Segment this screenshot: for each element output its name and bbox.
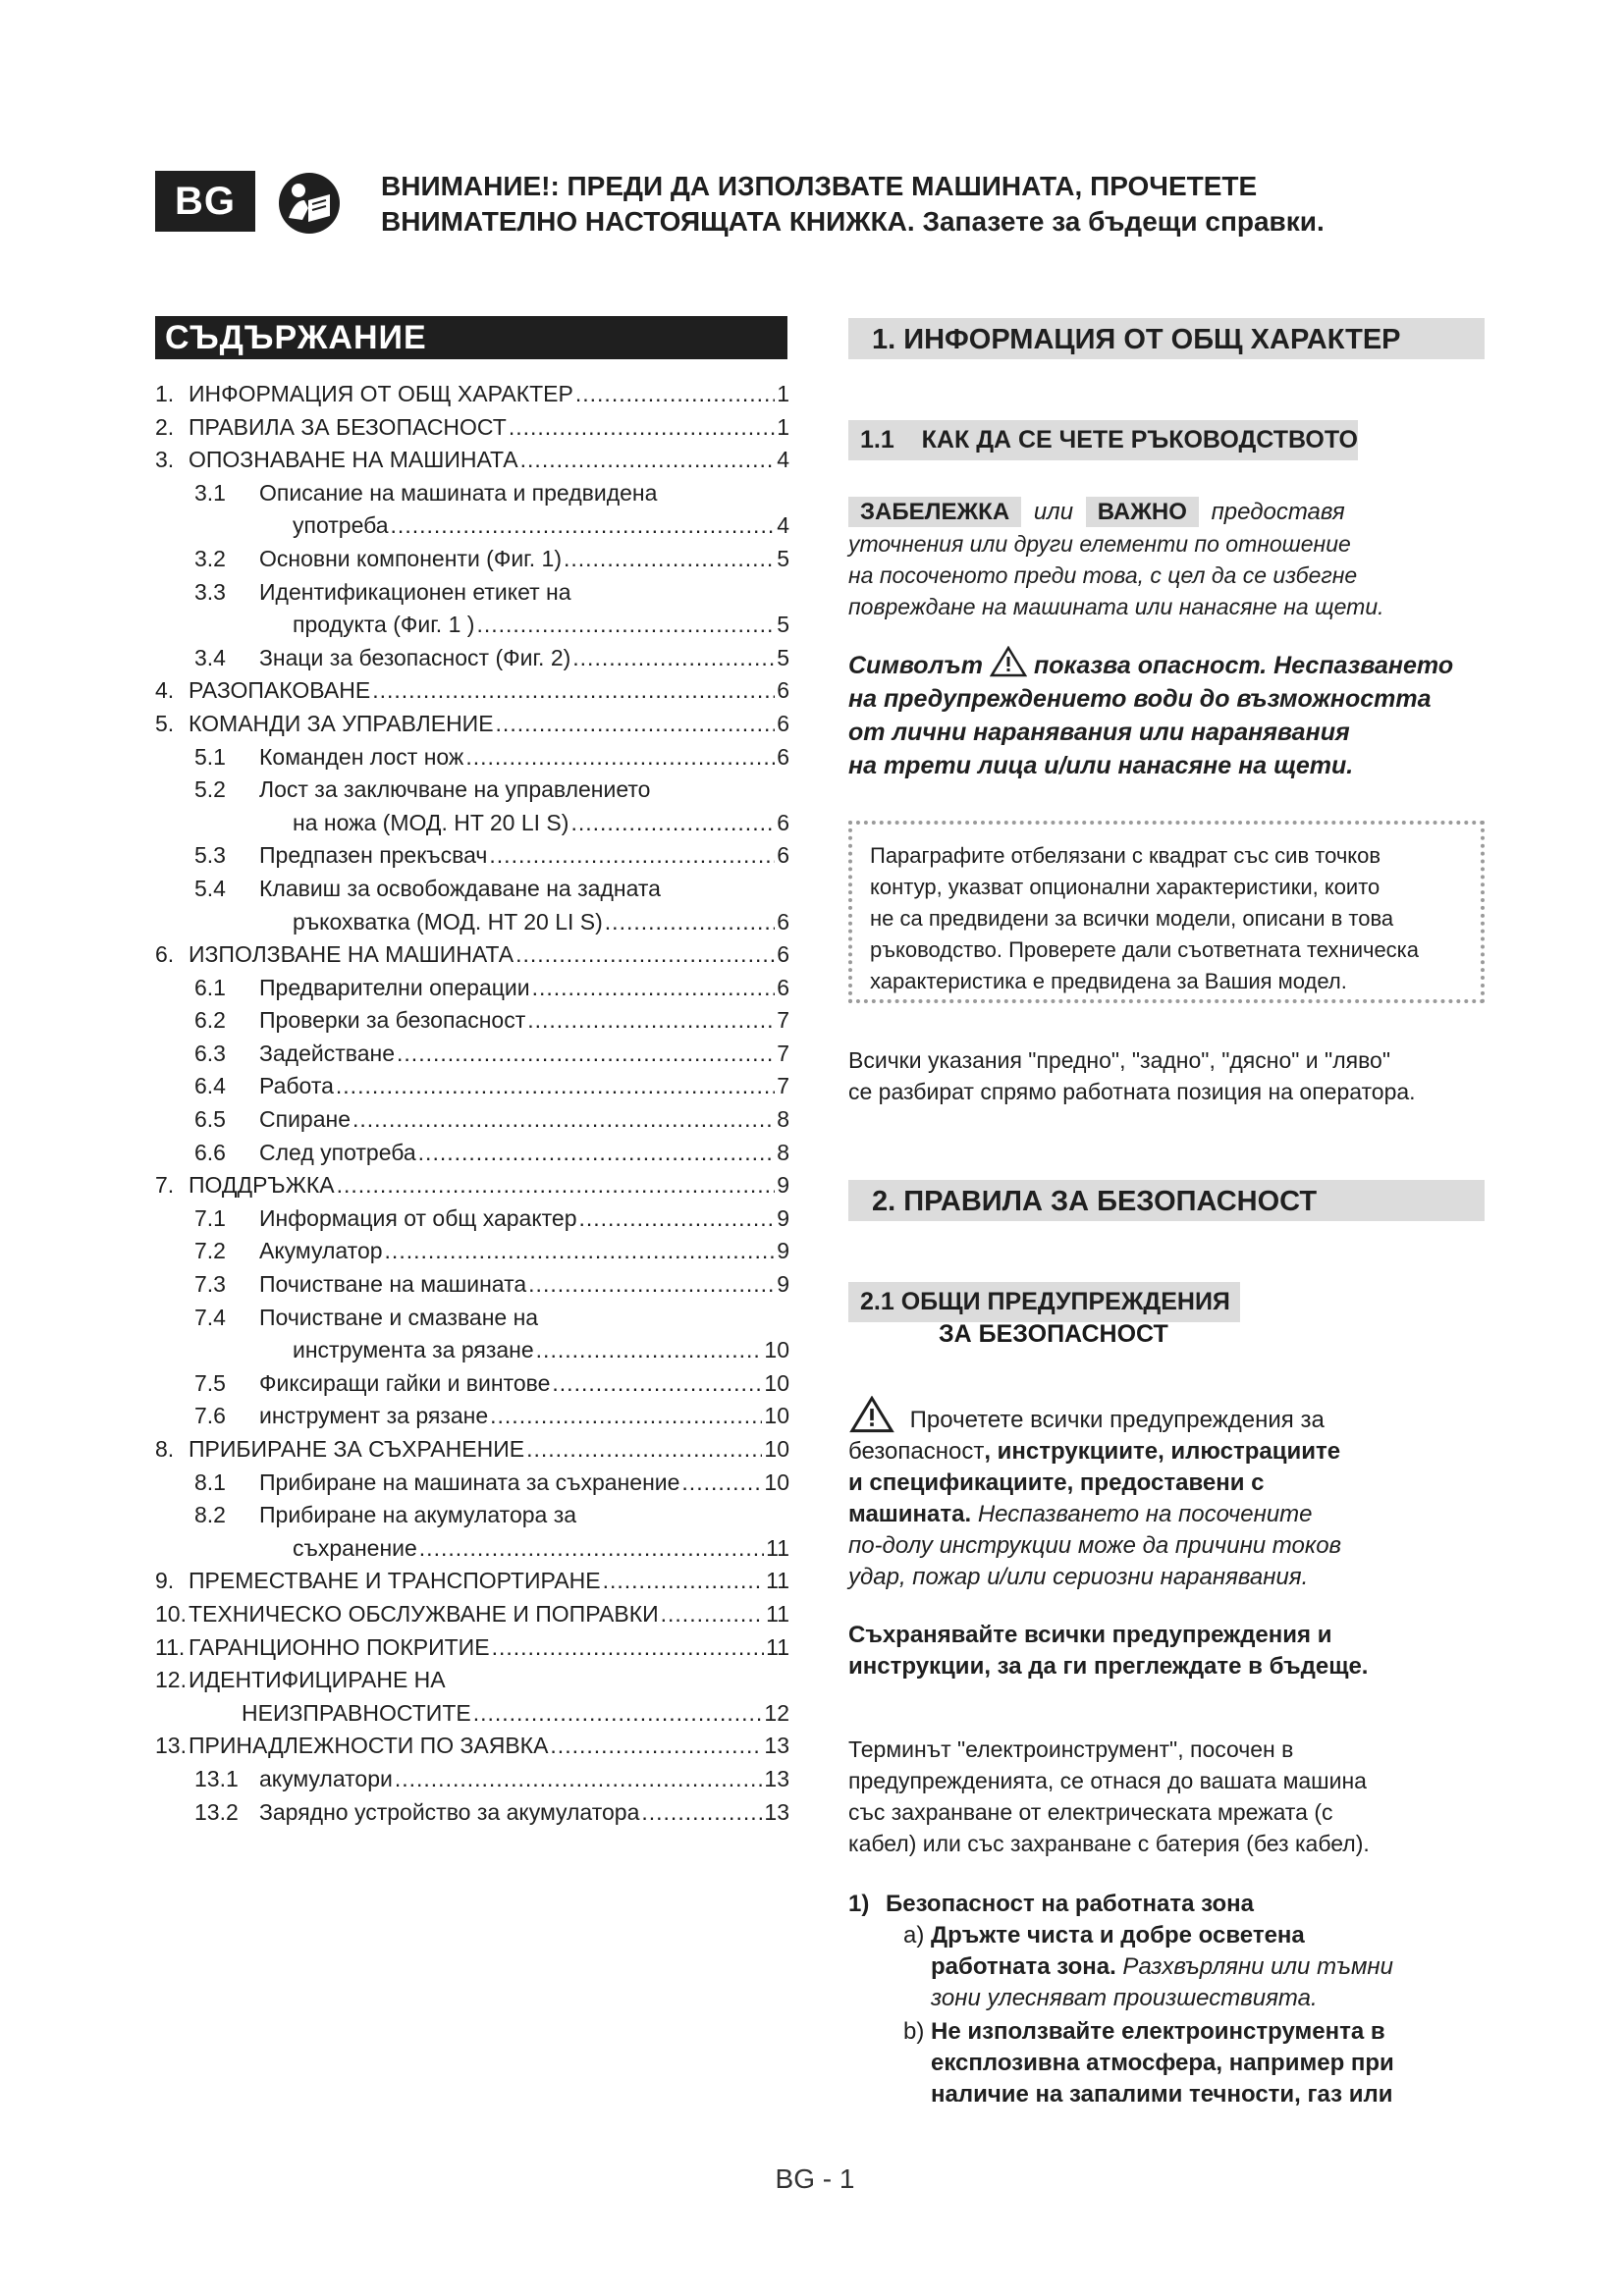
toc-entry-number: 4. <box>155 677 175 704</box>
toc-entry-page: 13 <box>764 1798 789 1825</box>
note-line-3: на посоченото преди това, с цел да се избегне <box>848 562 1358 588</box>
warn-line-4-bold: машината. <box>848 1501 972 1527</box>
toc-entry-number: 5.1 <box>194 743 226 770</box>
toc-entry <box>155 579 789 613</box>
toc-entry-label: ГАРАНЦИОННО ПОКРИТИЕ <box>189 1633 490 1660</box>
toc-entry-number: 7.3 <box>194 1271 226 1298</box>
item-b-line-1: Не използвайте електроинструмента в <box>931 2018 1385 2045</box>
toc-entry-leader <box>552 1370 762 1397</box>
toc-entry <box>155 975 789 1008</box>
item-1-title: Безопасност на работната зона <box>886 1891 1254 1917</box>
directions-line-2: се разбират спрямо работната позиция на оператора. <box>848 1079 1416 1104</box>
toc-entry-label: Знаци за безопасност (Фиг. 2) <box>259 644 571 670</box>
symbol-line-2: на предупреждението води до възможността <box>848 685 1432 713</box>
toc-entry-leader <box>520 447 776 473</box>
keep-instructions-paragraph <box>848 1620 1485 1682</box>
toc-entry-leader <box>419 1535 764 1562</box>
toc-entry-label: Почистване и смазване на <box>259 1304 539 1330</box>
toc-entry-page: 10 <box>764 1436 789 1462</box>
warning-line-2: ВНИМАТЕЛНО НАСТОЯЩАТА КНИЖКА. Запазете за бъдещи справки. <box>381 206 1325 237</box>
toc-entry-label: Акумулатор <box>259 1238 383 1264</box>
toc-entry-number: 5.3 <box>194 842 226 869</box>
language-badge: BG <box>155 171 255 232</box>
toc-entry <box>155 1601 789 1634</box>
toc-entry-number: 6.6 <box>194 1139 226 1165</box>
toc-entry <box>155 1106 789 1140</box>
toc-entry-page: 11 <box>766 1600 789 1627</box>
toc-entry-leader <box>528 1271 775 1298</box>
toc-entry <box>155 1469 789 1503</box>
toc-entry-number: 3.3 <box>194 578 226 605</box>
toc-entry-page: 12 <box>764 1699 789 1726</box>
toc-entry-label: Прибиране на акумулатора за <box>259 1502 577 1528</box>
toc-entry-label: Информация от общ характер <box>259 1204 577 1231</box>
optional-features-box <box>848 821 1485 1003</box>
toc-entry-label: Лост за заключване на управлението <box>259 776 651 803</box>
toc-entry <box>155 1073 789 1106</box>
toc-entry <box>155 1733 789 1766</box>
item-a-marker: a) <box>903 1922 925 1949</box>
item-b-marker: b) <box>903 2018 925 2045</box>
toc-entry-label: Описание на машината и предвидена <box>259 479 658 506</box>
toc-entry-leader <box>605 909 775 935</box>
toc-entry-leader <box>395 1766 763 1792</box>
read-manual-icon <box>275 171 344 236</box>
toc-entry-label: ПРИНАДЛЕЖНОСТИ ПО ЗАЯВКА <box>189 1733 549 1759</box>
term-line-3: със захранване от електрическата мрежата (с <box>848 1799 1333 1825</box>
toc-entry <box>155 711 789 744</box>
note-paragraph <box>848 497 1485 622</box>
directions-paragraph <box>848 1044 1485 1107</box>
toc-entry-number: 12. <box>155 1667 187 1693</box>
subsection-title-line-1: ОБЩИ ПРЕДУПРЕЖДЕНИЯ <box>900 1288 1230 1315</box>
toc-entry-leader <box>391 512 776 539</box>
toc-entry-label: продукта (Фиг. 1 ) <box>293 612 475 638</box>
toc-entry-label: инструмента за рязане <box>293 1337 534 1363</box>
toc-entry-label: Почистване на машината <box>259 1271 527 1298</box>
toc-entry-number: 7.1 <box>194 1204 226 1231</box>
item-a-line-3: зони улесняват произшествията. <box>931 1985 1318 2011</box>
toc-entry-label: Проверки за безопасност <box>259 1007 526 1034</box>
toc-entry-leader <box>572 645 775 671</box>
toc-entry-number: 5.4 <box>194 875 226 901</box>
note-after: предоставя <box>1211 499 1345 525</box>
subsection-number: 1.1 <box>860 426 894 454</box>
toc-entry <box>155 612 789 645</box>
note-label: ЗАБЕЛЕЖКА <box>848 497 1021 527</box>
toc-entry-page: 1 <box>777 381 789 406</box>
toc-entry-number: 6.3 <box>194 1040 226 1066</box>
toc-entry-number: 7. <box>155 1172 175 1199</box>
toc-entry-number: 13. <box>155 1733 187 1759</box>
toc-entry-leader <box>509 414 775 441</box>
toc-entry-number: 10. <box>155 1600 187 1627</box>
item-1-number: 1) <box>848 1891 870 1917</box>
toc-entry-page: 6 <box>777 842 789 869</box>
toc-entry-leader <box>603 1568 765 1594</box>
toc-entry-page: 7 <box>777 1040 789 1066</box>
toc-entry-leader <box>496 711 776 737</box>
toc-entry <box>155 1007 789 1041</box>
toc-entry-page: 4 <box>777 512 789 539</box>
toc-entry-leader <box>641 1799 762 1826</box>
toc-entry-leader <box>564 546 775 572</box>
toc-entry-label: Предварителни операции <box>259 974 530 1000</box>
toc-entry <box>155 1041 789 1074</box>
toc-entry <box>155 909 789 942</box>
toc-entry <box>155 1766 789 1799</box>
toc-entry-page: 10 <box>764 1369 789 1396</box>
toc-entry-number: 8. <box>155 1436 175 1462</box>
term-line-4: кабел) или със захранване с батерия (без кабел). <box>848 1831 1370 1856</box>
toc-entry-page: 8 <box>777 1139 789 1165</box>
toc-entry-leader <box>385 1238 776 1264</box>
toc-entry-number: 7.5 <box>194 1369 226 1396</box>
symbol-line-3: от лични наранявания или наранявания <box>848 719 1350 746</box>
toc-entry-number: 5. <box>155 710 175 736</box>
subsection-title: КАК ДА СЕ ЧЕТЕ РЪКОВОДСТВОТО <box>921 426 1358 454</box>
toc-entry-page: 8 <box>777 1106 789 1133</box>
toc-entry-page: 11 <box>766 1534 789 1561</box>
toc-entry-leader <box>575 381 775 407</box>
toc-entry-label: Команден лост нож <box>259 743 464 770</box>
box-line-1: Параграфите отбелязани с квадрат със сив точков <box>870 843 1381 868</box>
toc-entry-number: 8.1 <box>194 1468 226 1495</box>
toc-entry-page: 6 <box>777 677 789 704</box>
toc-entry <box>155 1502 789 1535</box>
warn-line-5: по-долу инструкции може да причини токов <box>848 1532 1342 1559</box>
section-2-heading: 2. ПРАВИЛА ЗА БЕЗОПАСНОСТ <box>848 1180 1485 1221</box>
toc-entry-page: 6 <box>777 809 789 835</box>
toc-entry <box>155 744 789 777</box>
toc-entry-label: Фиксиращи гайки и винтове <box>259 1369 551 1396</box>
toc-entry-page: 7 <box>777 1073 789 1099</box>
toc-entry <box>155 776 789 810</box>
toc-entry-page: 10 <box>764 1468 789 1495</box>
toc-entry-label: Основни компоненти (Фиг. 1) <box>259 545 562 571</box>
toc-entry-page: 5 <box>777 612 789 638</box>
toc-entry-label: ПРЕМЕСТВАНЕ И ТРАНСПОРТИРАНЕ <box>189 1568 601 1594</box>
toc-entry <box>155 941 789 975</box>
toc-entry-leader <box>536 1337 763 1363</box>
toc-entry <box>155 842 789 876</box>
toc-entry-number: 6.4 <box>194 1073 226 1099</box>
warn-line-4-ital: Неспазването на посочените <box>971 1501 1313 1527</box>
toc-entry <box>155 645 789 678</box>
subsection-1-1-heading <box>848 420 1485 460</box>
subsection-title-line-2: ЗА БЕЗОПАСНОСТ <box>939 1320 1168 1348</box>
toc-entry-leader <box>570 810 775 836</box>
box-line-4: ръководство. Проверете дали съответната техническа <box>870 937 1420 962</box>
toc-entry-label: Работа <box>259 1073 334 1099</box>
toc-entry-number: 7.6 <box>194 1403 226 1429</box>
toc-entry-number: 6.2 <box>194 1007 226 1034</box>
toc-entry-label: Клавиш за освобождаване на задната <box>259 875 661 901</box>
toc-entry-page: 5 <box>777 545 789 571</box>
toc-entry <box>155 1337 789 1370</box>
toc-entry-number: 11. <box>155 1633 186 1660</box>
toc-entry-label: РАЗОПАКОВАНЕ <box>189 677 371 704</box>
toc-entry <box>155 1305 789 1338</box>
toc-entry-label: НЕИЗПРАВНОСТИТЕ <box>242 1699 471 1726</box>
item-b-line-3: наличие на запалими течности, газ или <box>931 2081 1393 2108</box>
toc-entry <box>155 810 789 843</box>
toc-entry-label: ТЕХНИЧЕСКО ОБСЛУЖВАНЕ И ПОПРАВКИ <box>189 1600 659 1627</box>
toc-entry <box>155 1634 789 1668</box>
warn-line-2a: безопасност <box>848 1438 985 1465</box>
box-line-3: не са предвидени за всички модели, описани в това <box>870 906 1394 931</box>
toc-entry <box>155 1140 789 1173</box>
or-word: или <box>1033 499 1074 525</box>
toc-entry <box>155 876 789 909</box>
general-warning-paragraph <box>848 1396 1485 1593</box>
box-line-5: характеристика е предвидена за Вашия модел. <box>870 969 1347 993</box>
toc-entry-leader <box>372 677 775 704</box>
toc-entry <box>155 414 789 448</box>
toc-entry-page: 5 <box>777 644 789 670</box>
work-area-safety-list <box>848 1889 1485 2124</box>
toc-entry <box>155 1172 789 1205</box>
term-paragraph <box>848 1734 1485 1859</box>
toc-entry-page: 1 <box>777 413 789 440</box>
important-label: ВАЖНО <box>1086 497 1199 527</box>
toc-entry-leader <box>476 612 775 638</box>
toc-entry-page: 9 <box>777 1172 789 1199</box>
toc-entry <box>155 546 789 579</box>
toc-entry <box>155 381 789 414</box>
toc-entry-number: 9. <box>155 1568 175 1594</box>
toc-entry-leader <box>681 1469 762 1496</box>
toc-entry-page: 10 <box>764 1337 789 1363</box>
toc-entry-page: 6 <box>777 974 789 1000</box>
toc-entry-label: ИДЕНТИФИЦИРАНЕ НА <box>189 1667 446 1693</box>
toc-entry <box>155 1436 789 1469</box>
warn-line-3: и спецификациите, предоставени с <box>848 1469 1265 1496</box>
toc-entry-label: Предпазен прекъсвач <box>259 842 488 869</box>
keep-line-1: Съхранявайте всички предупреждения и <box>848 1622 1332 1648</box>
toc-entry-label: съхранение <box>293 1534 417 1561</box>
toc-entry-page: 6 <box>777 941 789 968</box>
danger-symbol-paragraph <box>848 646 1485 782</box>
toc-entry-label: инструмент за рязане <box>259 1403 489 1429</box>
toc-entry-page: 10 <box>764 1403 789 1429</box>
toc-entry-label: ИНФОРМАЦИЯ ОТ ОБЩ ХАРАКТЕР <box>189 381 573 406</box>
toc-entry-leader <box>337 1172 776 1199</box>
toc-title: СЪДЪРЖАНИЕ <box>155 316 787 359</box>
toc-entry-number: 7.2 <box>194 1238 226 1264</box>
toc-entry-label: ОПОЗНАВАНЕ НА МАШИНАТА <box>189 447 518 473</box>
toc-entry-leader <box>492 1634 765 1661</box>
toc-entry-leader <box>661 1601 764 1628</box>
toc-entry-label: ПРИБИРАНЕ ЗА СЪХРАНЕНИЕ <box>189 1436 525 1462</box>
toc-entry-leader <box>490 1403 762 1429</box>
toc-entry <box>155 1403 789 1436</box>
toc-entry-page: 6 <box>777 710 789 736</box>
item-b-text <box>931 2016 1481 2110</box>
section-1-heading: 1. ИНФОРМАЦИЯ ОТ ОБЩ ХАРАКТЕР <box>848 318 1485 359</box>
toc-entry-label: След употреба <box>259 1139 416 1165</box>
term-line-1: Терминът "електроинструмент", посочен в <box>848 1736 1294 1762</box>
symbol-post: показва опасност. Неспазването <box>1033 652 1454 679</box>
item-a-line-1: Дръжте чиста и добре осветена <box>931 1922 1305 1949</box>
toc-entry <box>155 1238 789 1271</box>
toc-entry-page: 13 <box>764 1733 789 1759</box>
term-line-2: предупрежденията, се отнася до вашата машина <box>848 1768 1367 1793</box>
toc-entry-page: 7 <box>777 1007 789 1034</box>
toc-entry-label: ПРАВИЛА ЗА БЕЗОПАСНОСТ <box>189 413 507 440</box>
toc-entry <box>155 677 789 711</box>
item-a-line-2-ital: Разхвърляни или тъмни <box>1115 1953 1393 1980</box>
warning-triangle-icon <box>990 646 1027 677</box>
toc-entry-leader <box>515 941 775 968</box>
toc-entry-number: 3.1 <box>194 479 226 506</box>
toc-entry-label: акумулатори <box>259 1765 393 1791</box>
toc-entry-label: Спиране <box>259 1106 351 1133</box>
toc-entry-leader <box>527 1007 775 1034</box>
toc-entry-leader <box>397 1041 775 1067</box>
item-b-line-2: експлозивна атмосфера, например при <box>931 2050 1394 2076</box>
toc-entry-leader <box>418 1140 776 1166</box>
toc-entry-page: 9 <box>777 1238 789 1264</box>
toc-entry-number: 1. <box>155 381 175 406</box>
toc-entry-number: 3.2 <box>194 545 226 571</box>
toc-entry-leader <box>336 1073 775 1099</box>
toc-entry-leader <box>532 975 776 1001</box>
toc-entry-label: на ножа (МОД. HT 20 LI S) <box>293 809 569 835</box>
toc-entry <box>155 1205 789 1239</box>
toc-entry <box>155 1568 789 1601</box>
toc-entry-number: 3.4 <box>194 644 226 670</box>
note-line-4: повреждане на машината или нанасяне на щети. <box>848 594 1384 619</box>
toc-entry <box>155 1370 789 1404</box>
toc-entry-leader <box>526 1436 762 1463</box>
page-number: BG - 1 <box>775 2163 855 2194</box>
toc-entry-label: КОМАНДИ ЗА УПРАВЛЕНИЕ <box>189 710 494 736</box>
toc-entry <box>155 1535 789 1569</box>
toc-entry <box>155 512 789 546</box>
toc-entry-leader <box>550 1733 762 1759</box>
toc-entry-label: ръкохватка (МОД. HT 20 LI S) <box>293 908 603 934</box>
toc-entry-number: 2. <box>155 413 175 440</box>
toc-entry-label: Прибиране на машината за съхранение <box>259 1468 680 1495</box>
toc-entry-label: Задействане <box>259 1040 396 1066</box>
toc-entry-label: Идентификационен етикет на <box>259 578 571 605</box>
toc-entry-leader <box>352 1106 775 1133</box>
toc-entry-page: 4 <box>777 447 789 473</box>
box-line-2: контур, указват опционални характеристики, които <box>870 875 1380 899</box>
keep-line-2: инструкции, за да ги преглеждате в бъдеще. <box>848 1653 1369 1680</box>
toc-entry-page: 6 <box>777 908 789 934</box>
toc-entry <box>155 1667 789 1700</box>
toc-entry <box>155 1271 789 1305</box>
toc-entry-number: 7.4 <box>194 1304 226 1330</box>
subsection-2-1-heading <box>848 1282 1485 1349</box>
toc-entry-page: 13 <box>764 1765 789 1791</box>
toc-entry-label: ИЗПОЛЗВАНЕ НА МАШИНАТА <box>189 941 514 968</box>
toc-entry-leader <box>465 744 775 771</box>
note-line-2: уточнения или други елементи по отношение <box>848 531 1351 557</box>
toc-entry <box>155 1799 789 1833</box>
toc-entry <box>155 447 789 480</box>
toc-entry-number: 13.1 <box>194 1765 239 1791</box>
toc-entry-label: Зарядно устройство за акумулатора <box>259 1798 640 1825</box>
toc-entry-number: 6.5 <box>194 1106 226 1133</box>
warn-line-6: удар, пожар и/или сериозни наранявания. <box>848 1564 1309 1590</box>
toc-entry-number: 6.1 <box>194 974 226 1000</box>
toc-entry-label: употреба <box>293 512 389 539</box>
toc-entry-page: 9 <box>777 1271 789 1298</box>
read-manual-warning <box>381 169 1500 240</box>
toc-entry-leader <box>579 1205 776 1232</box>
toc-entry-number: 3. <box>155 447 175 473</box>
toc-entry-number: 8.2 <box>194 1502 226 1528</box>
toc-entry-leader <box>489 842 775 869</box>
table-of-contents <box>155 381 789 1832</box>
item-a-line-2-bold: работната зона. <box>931 1953 1116 1980</box>
toc-entry-number: 5.2 <box>194 776 226 803</box>
toc-entry-page: 11 <box>766 1568 789 1594</box>
subsection-number: 2.1 <box>860 1288 894 1315</box>
toc-entry <box>155 1700 789 1734</box>
toc-entry-number: 13.2 <box>194 1798 239 1825</box>
toc-entry-page: 6 <box>777 743 789 770</box>
toc-entry-number: 6. <box>155 941 175 968</box>
toc-entry-leader <box>473 1700 763 1727</box>
toc-entry <box>155 480 789 513</box>
item-a-text <box>931 1920 1481 2014</box>
toc-entry-page: 11 <box>766 1633 789 1660</box>
symbol-pre: Символът <box>848 652 984 679</box>
toc-entry-label: ПОДДРЪЖКА <box>189 1172 335 1199</box>
warning-line-1: ВНИМАНИЕ!: ПРЕДИ ДА ИЗПОЛЗВАТЕ МАШИНАТА, ПРОЧЕТЕТЕ <box>381 171 1258 201</box>
symbol-line-4: на трети лица и/или нанасяне на щети. <box>848 752 1354 779</box>
warn-line-1: Прочетете всички предупреждения за <box>909 1407 1325 1433</box>
warn-line-2b: , инструкциите, илюстрациите <box>984 1438 1341 1465</box>
warning-triangle-icon <box>848 1396 895 1433</box>
toc-entry-page: 9 <box>777 1204 789 1231</box>
directions-line-1: Всички указания "предно", "задно", "дясно" и "ляво" <box>848 1047 1390 1073</box>
